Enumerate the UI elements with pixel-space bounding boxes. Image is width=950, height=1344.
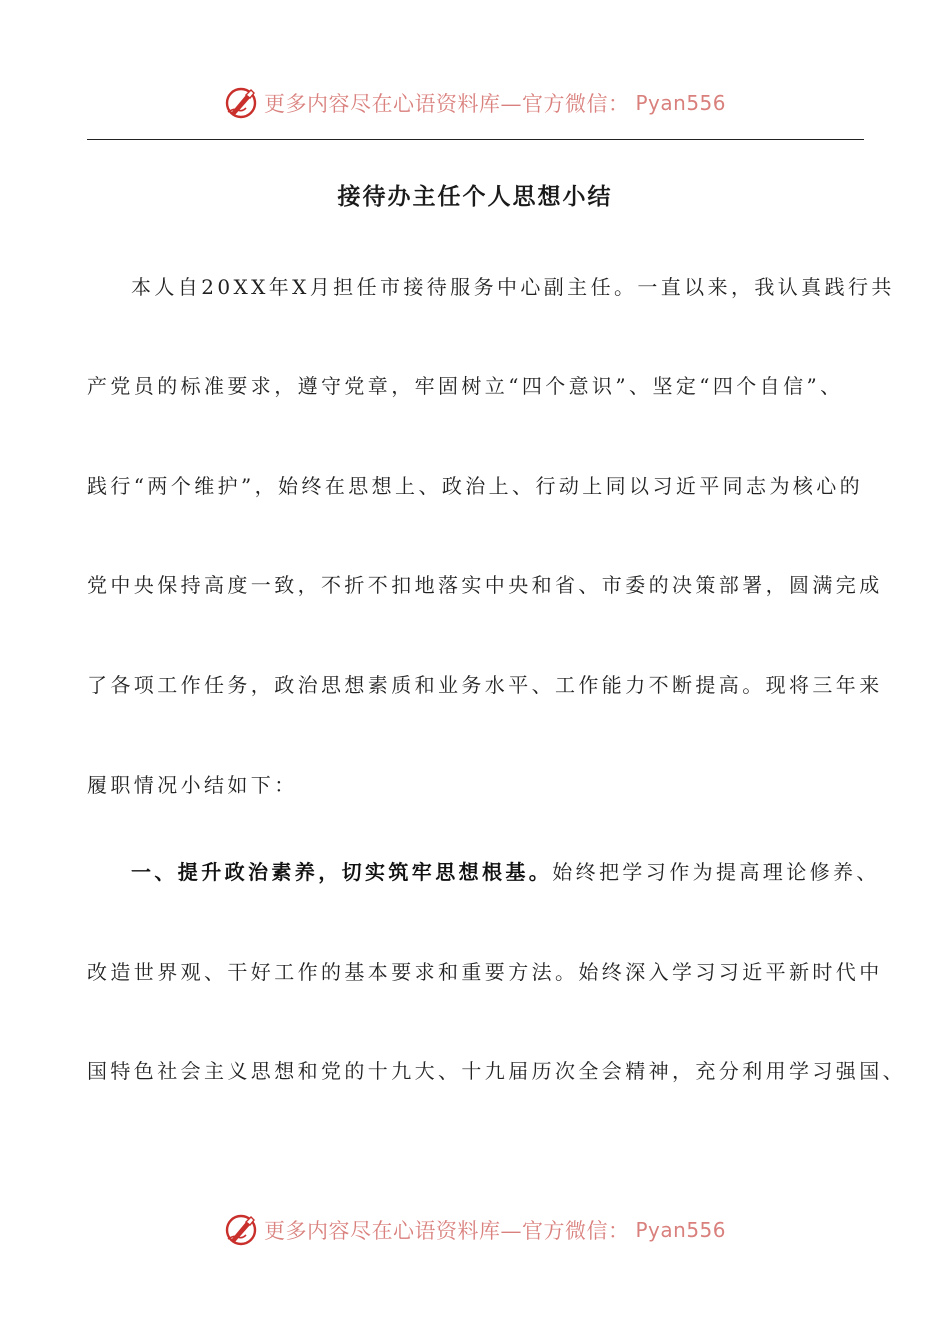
header-watermark xyxy=(0,83,950,123)
paragraph-line: 了各项工作任务，政治思想素质和业务水平、工作能力不断提高。现将三年来 xyxy=(87,673,883,697)
paragraph-line: 产党员的标准要求，遵守党章，牢固树立“四个意识”、坚定“四个自信”、 xyxy=(87,374,844,398)
section-heading: 一、提升政治素养，切实筑牢思想根基。 xyxy=(131,860,553,884)
watermark-text: 更多内容尽在心语资料库—官方微信： xyxy=(263,92,630,116)
watermark-wechat-id: Pyan556 xyxy=(635,91,726,115)
paragraph-line: 践行“两个维护”，始终在思想上、政治上、行动上同以习近平同志为核心的 xyxy=(87,474,864,498)
paragraph-line: 党中央保持高度一致，不折不扣地落实中央和省、市委的决策部署，圆满完成 xyxy=(87,573,883,597)
watermark-text: 更多内容尽在心语资料库—官方微信： xyxy=(263,1219,630,1243)
paragraph-line: 改造世界观、干好工作的基本要求和重要方法。始终深入学习习近平新时代中 xyxy=(87,960,883,984)
paragraph-line: 国特色社会主义思想和党的十九大、十九届历次全会精神，充分利用学习强国、 xyxy=(87,1059,906,1083)
footer-watermark xyxy=(0,1210,950,1250)
watermark-wechat-id: Pyan556 xyxy=(635,1218,726,1242)
paragraph-line: 履职情况小结如下： xyxy=(87,773,298,797)
header-divider xyxy=(87,139,864,140)
section-heading-rest: 始终把学习作为提高理论修养、 xyxy=(552,860,880,884)
pen-nib-logo-icon xyxy=(224,1213,258,1247)
document-title: 接待办主任个人思想小结 xyxy=(337,183,613,210)
section-first-line xyxy=(131,857,880,887)
pen-nib-logo-icon xyxy=(224,86,258,120)
paragraph-line: 本人自20XX年X月担任市接待服务中心副主任。一直以来，我认真践行共 xyxy=(131,275,895,299)
